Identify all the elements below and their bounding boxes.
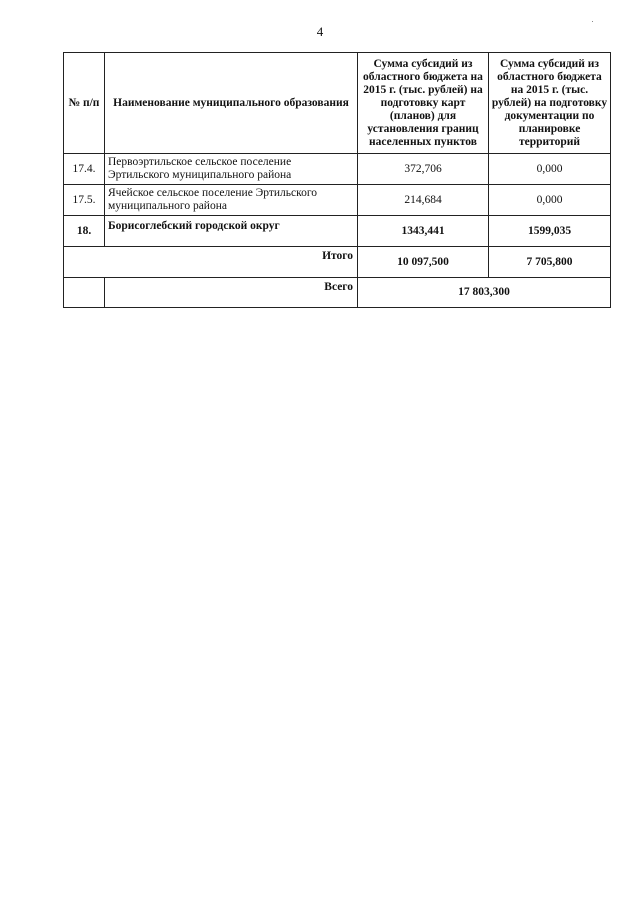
table-row bbox=[64, 216, 611, 247]
row-municipality-name: Ячейское сельское поселение Эртильского муниципального района bbox=[105, 185, 358, 216]
row-subsidy-maps: 372,706 bbox=[358, 154, 489, 185]
grand-total-label: Всего bbox=[105, 278, 358, 308]
row-number: 17.5. bbox=[64, 185, 105, 216]
header-number: № п/п bbox=[64, 53, 105, 154]
grand-total-row bbox=[64, 278, 611, 308]
row-number: 18. bbox=[64, 216, 105, 247]
grand-total-value: 17 803,300 bbox=[358, 278, 611, 308]
subsidy-table bbox=[63, 52, 611, 308]
header-subsidy-maps: Сумма субсидий из областного бюджета на 2015 г. (тыс. рублей) на подготовку карт (планов) для установления границ населенных пунктов bbox=[358, 53, 489, 154]
row-subsidy-maps: 1343,441 bbox=[358, 216, 489, 247]
row-subsidy-planning: 0,000 bbox=[489, 154, 611, 185]
total-label: Итого bbox=[64, 247, 358, 278]
page-number: 4 bbox=[316, 24, 324, 39]
table-header-row bbox=[64, 53, 611, 154]
row-number: 17.4. bbox=[64, 154, 105, 185]
row-municipality-name: Первоэртильское сельское поселение Эртильского муниципального района bbox=[105, 154, 358, 185]
header-subsidy-planning: Сумма субсидий из областного бюджета на 2015 г. (тыс. рублей) на подготовку документации по планировке территорий bbox=[489, 53, 611, 154]
scan-speck bbox=[592, 21, 593, 22]
table-row bbox=[64, 154, 611, 185]
total-row bbox=[64, 247, 611, 278]
grand-total-empty-cell bbox=[64, 278, 105, 308]
row-subsidy-planning: 1599,035 bbox=[489, 216, 611, 247]
row-subsidy-planning: 0,000 bbox=[489, 185, 611, 216]
header-municipality-name: Наименование муниципального образования bbox=[105, 53, 358, 154]
table-row bbox=[64, 185, 611, 216]
row-subsidy-maps: 214,684 bbox=[358, 185, 489, 216]
total-subsidy-maps: 10 097,500 bbox=[358, 247, 489, 278]
row-municipality-name: Борисоглебский городской округ bbox=[105, 216, 358, 247]
total-subsidy-planning: 7 705,800 bbox=[489, 247, 611, 278]
